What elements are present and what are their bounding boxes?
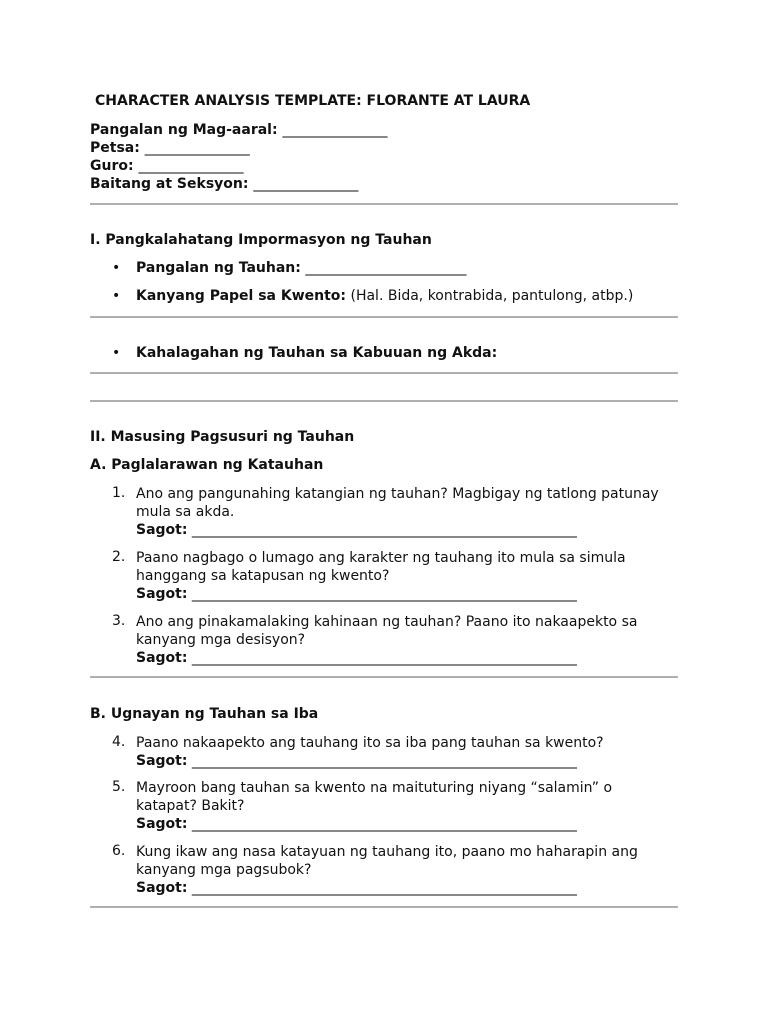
teacher-blank[interactable]: _______________	[138, 158, 244, 174]
question-4-text: Paano nakaapekto ang tauhang ito sa iba pang tauhan sa kwento?	[136, 735, 604, 751]
question-2	[136, 549, 676, 603]
answer-2-blank[interactable]: _______________________________________________________	[191, 586, 577, 602]
student-name-label: Pangalan ng Mag-aaral:	[90, 122, 278, 138]
answer-label: Sagot:	[136, 586, 188, 602]
part-b-heading: B. Ugnayan ng Tauhan sa Iba	[90, 706, 319, 722]
answer-label: Sagot:	[136, 522, 188, 538]
question-1-text: Ano ang pangunahing katangian ng tauhan? Magbigay ng tatlong patunay mula sa akda.	[136, 486, 659, 520]
question-number: 2.	[112, 549, 126, 565]
answer-line[interactable]	[90, 400, 678, 402]
answer-label: Sagot:	[136, 880, 188, 896]
character-role-field	[136, 288, 633, 304]
answer-label: Sagot:	[136, 816, 188, 832]
question-5-text: Mayroon bang tauhan sa kwento na maituturing niyang “salamin” o katapat? Bakit?	[136, 780, 613, 814]
question-number: 1.	[112, 485, 126, 501]
character-name-label: Pangalan ng Tauhan:	[136, 260, 301, 276]
divider	[90, 906, 678, 908]
section-2-heading: II. Masusing Pagsusuri ng Tauhan	[90, 429, 355, 445]
date-label: Petsa:	[90, 140, 140, 156]
question-6-text: Kung ikaw ang nasa katayuan ng tauhang ito, paano mo haharapin ang kanyang mga pagsubok?	[136, 844, 638, 878]
question-3-text: Ano ang pinakamalaking kahinaan ng tauhan? Paano ito nakaapekto sa kanyang mga desisyon?	[136, 614, 638, 648]
answer-6-blank[interactable]: _______________________________________________________	[191, 880, 577, 896]
question-number: 5.	[112, 779, 126, 795]
grade-section-field[interactable]	[90, 176, 358, 192]
section-1-heading: I. Pangkalahatang Impormasyon ng Tauhan	[90, 232, 432, 248]
answer-1-blank[interactable]: _______________________________________________________	[191, 522, 577, 538]
grade-section-blank[interactable]: _______________	[253, 176, 359, 192]
grade-section-label: Baitang at Seksyon:	[90, 176, 249, 192]
divider	[90, 676, 678, 678]
answer-label: Sagot:	[136, 753, 188, 769]
answer-label: Sagot:	[136, 650, 188, 666]
bullet-icon: •	[112, 260, 121, 276]
question-number: 3.	[112, 613, 126, 629]
character-role-label: Kanyang Papel sa Kwento:	[136, 288, 347, 304]
divider	[90, 203, 678, 205]
date-blank[interactable]: _______________	[144, 140, 250, 156]
question-4	[136, 734, 676, 770]
answer-5-blank[interactable]: _______________________________________________________	[191, 816, 577, 832]
student-name-field[interactable]	[90, 122, 387, 138]
date-field[interactable]	[90, 140, 250, 156]
character-role-hint: (Hal. Bida, kontrabida, pantulong, atbp.)	[350, 288, 634, 304]
document-title: CHARACTER ANALYSIS TEMPLATE: FLORANTE AT LAURA	[95, 93, 531, 109]
question-number: 4.	[112, 734, 126, 750]
question-5	[136, 779, 676, 833]
question-3	[136, 613, 676, 667]
question-6	[136, 843, 676, 897]
bullet-icon: •	[112, 345, 121, 361]
character-name-blank[interactable]: _______________________	[305, 260, 467, 276]
student-name-blank[interactable]: _______________	[282, 122, 388, 138]
question-1	[136, 485, 676, 539]
character-importance-label: Kahalagahan ng Tauhan sa Kabuuan ng Akda:	[136, 345, 498, 361]
question-number: 6.	[112, 843, 126, 859]
answer-4-blank[interactable]: _______________________________________________________	[191, 753, 577, 769]
answer-line[interactable]	[90, 316, 678, 318]
bullet-icon: •	[112, 288, 121, 304]
teacher-field[interactable]	[90, 158, 243, 174]
answer-line[interactable]	[90, 372, 678, 374]
teacher-label: Guro:	[90, 158, 134, 174]
answer-3-blank[interactable]: _______________________________________________________	[191, 650, 577, 666]
character-name-field[interactable]	[136, 260, 466, 276]
part-a-heading: A. Paglalarawan ng Katauhan	[90, 457, 324, 473]
question-2-text: Paano nagbago o lumago ang karakter ng tauhang ito mula sa simula hanggang sa katapusan ng kwento?	[136, 550, 626, 584]
